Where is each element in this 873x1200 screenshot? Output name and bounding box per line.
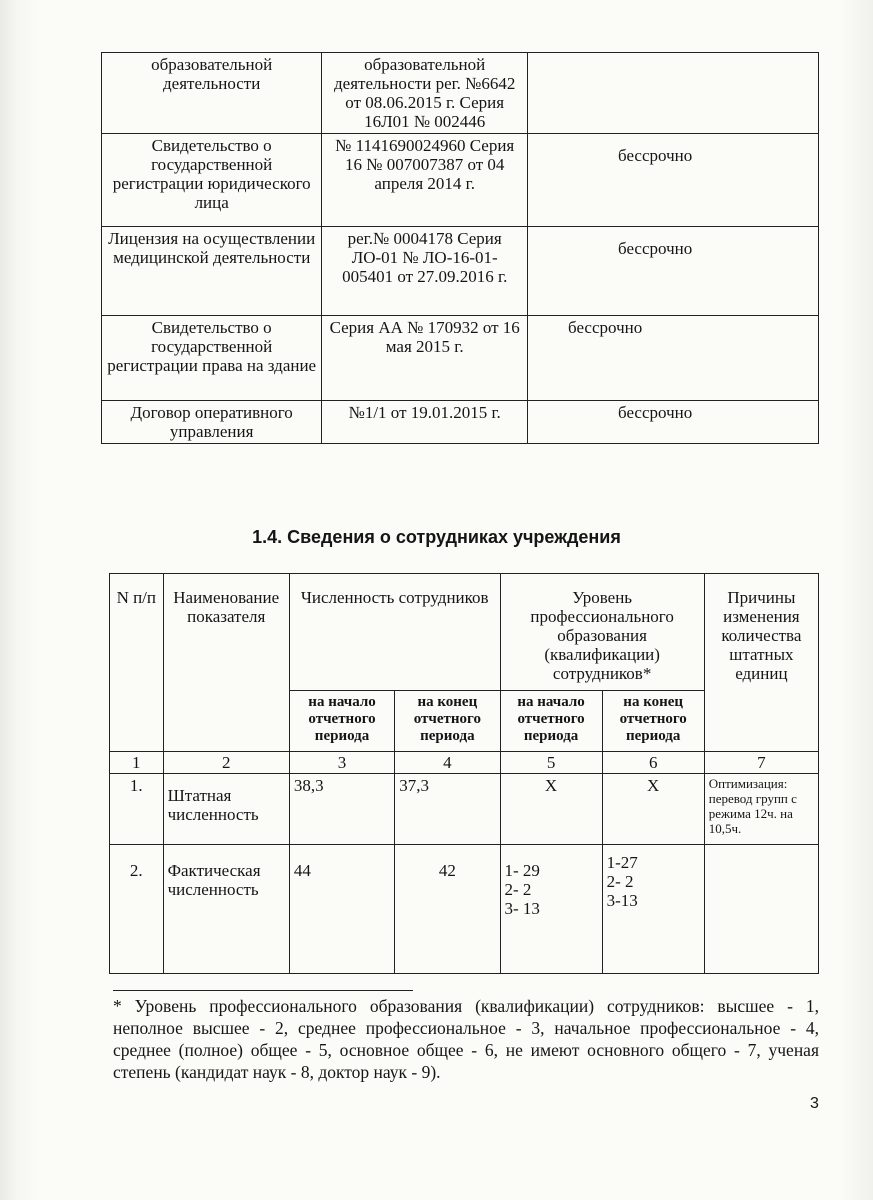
table-row (102, 227, 819, 316)
documents-table (101, 52, 819, 444)
level-entry: 3- 13 (504, 899, 540, 918)
row-indicator: Штатная численность (163, 774, 289, 845)
row-count-start: 38,3 (289, 774, 394, 845)
doc-details-cell: №1/1 от 19.01.2015 г. (322, 401, 528, 444)
header-indicator: Наименование показателя (163, 574, 289, 752)
doc-term-cell: бессрочно (528, 316, 819, 401)
doc-name-cell: Договор оперативного управления (102, 401, 322, 444)
doc-term-cell: бессрочно (528, 227, 819, 316)
table-row (110, 774, 819, 845)
staff-table (109, 573, 819, 974)
row-num: 1. (110, 774, 164, 845)
table-row (102, 134, 819, 227)
row-count-end: 42 (395, 845, 500, 974)
col-number: 5 (500, 752, 602, 774)
subheader-count-end: на конец отчетного периода (395, 691, 500, 752)
header-reasons: Причины изменения количества штатных единиц (704, 574, 818, 752)
level-entry: 2- 2 (606, 872, 634, 891)
table-row (102, 53, 819, 134)
row-count-start: 44 (289, 845, 394, 974)
col-number: 7 (704, 752, 818, 774)
doc-term-cell: бессрочно (528, 134, 819, 227)
row-level-end: Х (602, 774, 704, 845)
doc-details-cell: рег.№ 0004178 Серия ЛО-01 № ЛО-16-01-005401 от 27.09.2016 г. (322, 227, 528, 316)
row-indicator: Фактическая численность (163, 845, 289, 974)
subheader-count-start: на начало отчетного периода (289, 691, 394, 752)
section-title: 1.4. Сведения о сотрудниках учреждения (252, 527, 621, 547)
doc-term-cell: бессрочно (528, 401, 819, 444)
row-level-start: Х (500, 774, 602, 845)
row-level-end (602, 845, 704, 974)
row-level-start (500, 845, 602, 974)
subheader-level-end: на конец отчетного периода (602, 691, 704, 752)
table-row (102, 401, 819, 444)
doc-details-cell: образовательной деятельности рег. №6642 от 08.06.2015 г. Серия 16Л01 № 002446 (322, 53, 528, 134)
col-number: 4 (395, 752, 500, 774)
doc-name-cell: Лицензия на осуществлении медицинской деятельности (102, 227, 322, 316)
level-entry: 1- 29 (504, 861, 540, 880)
table-header-row (110, 574, 819, 691)
table-row (110, 845, 819, 974)
column-number-row (110, 752, 819, 774)
level-entry: 1-27 (606, 853, 638, 872)
footnote: * Уровень профессионального образования (квалификации) сотрудников: высшее - 1, неполное высшее - 2, среднее профессиональное - 3, начальное профессиональное - 4, среднее (полное) общее - 5, основное общее - 6, не имеют основного общего - 7, ученая степень (кандидат наук - 8, доктор наук - 9). (113, 996, 819, 1082)
subheader-level-start: на начало отчетного периода (500, 691, 602, 752)
col-number: 3 (289, 752, 394, 774)
row-num: 2. (110, 845, 164, 974)
col-number: 1 (110, 752, 164, 774)
doc-name-cell: образовательной деятельности (102, 53, 322, 134)
doc-details-cell: № 1141690024960 Серия 16 № 007007387 от 04 апреля 2014 г. (322, 134, 528, 227)
col-number: 2 (163, 752, 289, 774)
header-count: Численность сотрудников (289, 574, 500, 691)
col-number: 6 (602, 752, 704, 774)
doc-name-cell: Свидетельство о государственной регистрации права на здание (102, 316, 322, 401)
page-number: 3 (810, 1095, 819, 1112)
footnote-rule (113, 990, 413, 991)
row-reason (704, 845, 818, 974)
doc-name-cell: Свидетельство о государственной регистрации юридического лица (102, 134, 322, 227)
doc-details-cell: Серия АА № 170932 от 16 мая 2015 г. (322, 316, 528, 401)
doc-term-cell (528, 53, 819, 134)
level-entry: 2- 2 (504, 880, 532, 899)
row-reason: Оптимизация: перевод групп с режима 12ч. на 10,5ч. (704, 774, 818, 845)
level-entry: 3-13 (606, 891, 638, 910)
header-level: Уровень профессионального образования (квалификации) сотрудников* (500, 574, 704, 691)
header-num: N п/п (110, 574, 164, 752)
table-row (102, 316, 819, 401)
row-count-end: 37,3 (395, 774, 500, 845)
